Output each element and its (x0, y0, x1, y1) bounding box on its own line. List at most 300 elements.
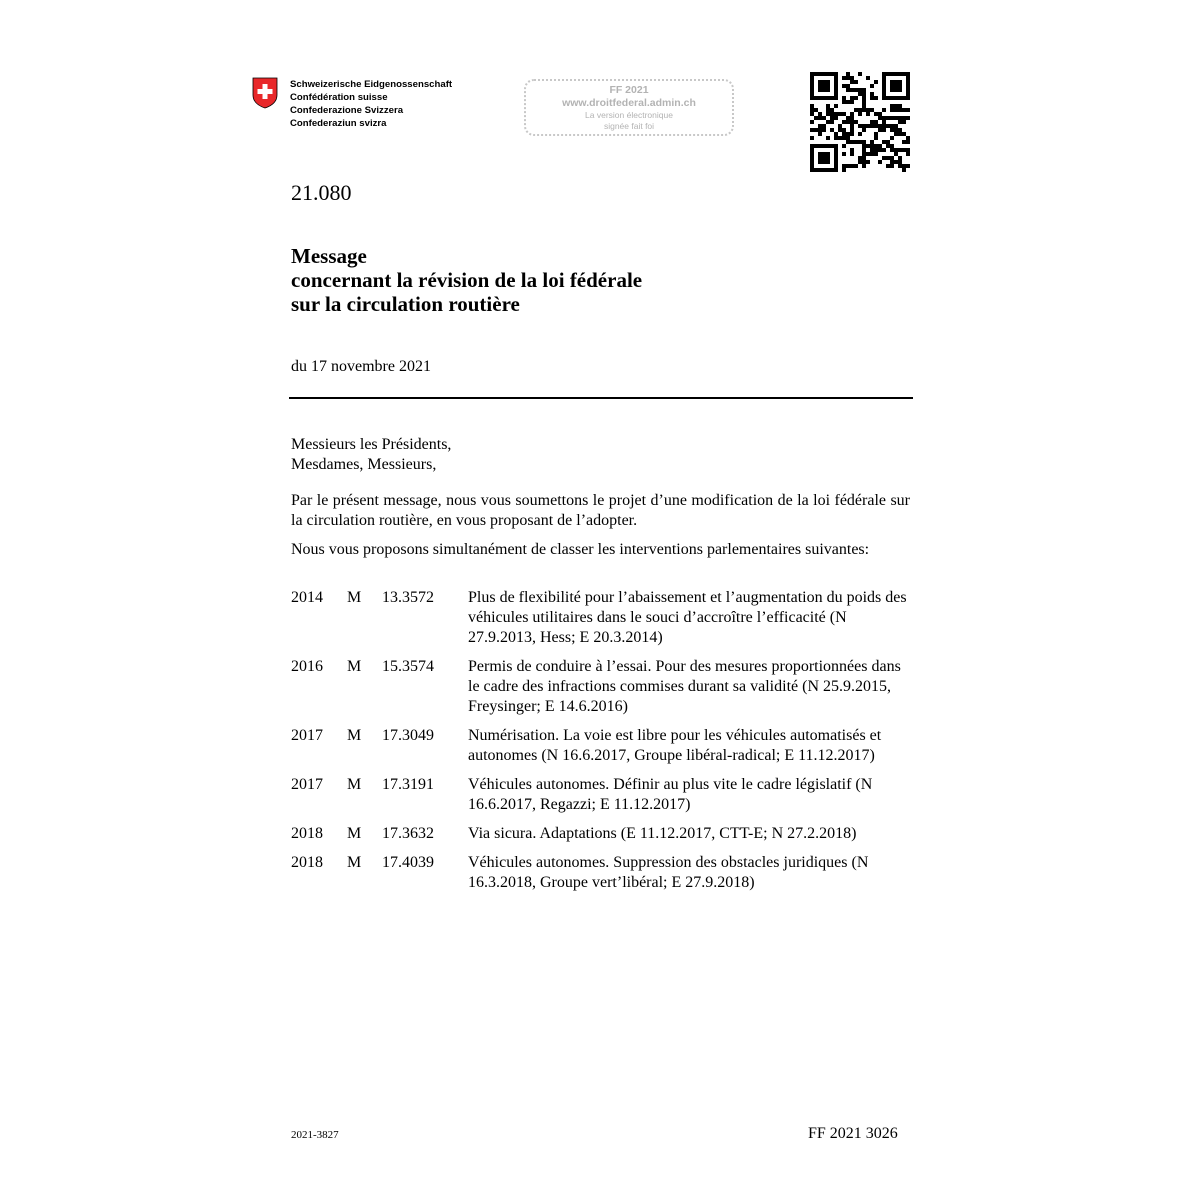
qr-module (826, 84, 830, 88)
qr-module (834, 88, 838, 92)
intervention-number: 13.3572 (382, 589, 434, 606)
intervention-type: M (347, 658, 362, 675)
qr-module (878, 128, 882, 132)
salutation-line: Mesdames, Messieurs, (291, 456, 437, 473)
qr-module (854, 164, 858, 168)
qr-module (810, 88, 814, 92)
qr-module (894, 72, 898, 76)
qr-module (906, 136, 910, 140)
qr-module (822, 72, 826, 76)
qr-module (810, 148, 814, 152)
qr-module (846, 76, 850, 80)
qr-module (810, 72, 814, 76)
qr-module (870, 124, 874, 128)
qr-module (850, 128, 854, 132)
qr-module (834, 92, 838, 96)
qr-module (810, 84, 814, 88)
qr-module (850, 96, 854, 100)
intervention-year: 2018 (291, 854, 323, 871)
page-title (291, 244, 642, 316)
qr-module (882, 96, 886, 100)
qr-module (894, 84, 898, 88)
qr-module (906, 140, 910, 144)
intervention-number: 17.4039 (382, 854, 434, 871)
qr-module (894, 160, 898, 164)
qr-module (814, 72, 818, 76)
qr-module (862, 160, 866, 164)
qr-module (886, 156, 890, 160)
qr-module (894, 104, 898, 108)
qr-module (874, 96, 878, 100)
qr-module (890, 128, 894, 132)
qr-module (834, 116, 838, 120)
qr-module (862, 96, 866, 100)
intervention-text: Véhicules autonomes. Définir au plus vite le cadre législatif (N 16.6.2017, Regazzi; E 11.12.2017) (468, 776, 873, 813)
qr-module (842, 136, 846, 140)
qr-module (882, 108, 886, 112)
horizontal-rule (289, 397, 913, 399)
qr-module (878, 160, 882, 164)
intervention-number: 17.3191 (382, 776, 434, 793)
qr-module (866, 112, 870, 116)
qr-module (866, 144, 870, 148)
qr-module (870, 152, 874, 156)
qr-module (898, 72, 902, 76)
intervention-number: 15.3574 (382, 658, 434, 675)
qr-module (894, 152, 898, 156)
qr-module (850, 124, 854, 128)
title-line: Message (291, 244, 367, 268)
qr-module (894, 96, 898, 100)
qr-module (886, 140, 890, 144)
qr-module (842, 152, 846, 156)
qr-module (866, 152, 870, 156)
qr-module (906, 148, 910, 152)
qr-module (882, 84, 886, 88)
qr-module (902, 140, 906, 144)
qr-module (898, 116, 902, 120)
qr-module (890, 80, 894, 84)
qr-module (822, 144, 826, 148)
qr-module (834, 104, 838, 108)
qr-module (898, 108, 902, 112)
qr-module (898, 160, 902, 164)
qr-module (886, 72, 890, 76)
qr-module (830, 144, 834, 148)
intervention-text: Permis de conduire à l’essai. Pour des mesures proportionnées dans le cadre des infractions commises durant sa validité (N 25.9.2015, Freysinger; E 14.6.2016) (468, 658, 901, 715)
qr-module (854, 88, 858, 92)
qr-module (858, 124, 862, 128)
qr-module (862, 140, 866, 144)
qr-module (822, 96, 826, 100)
qr-module (834, 168, 838, 172)
qr-module (866, 124, 870, 128)
list-item (291, 657, 911, 717)
qr-module (818, 96, 822, 100)
intervention-type: M (347, 589, 362, 606)
qr-module (846, 116, 850, 120)
qr-module (870, 108, 874, 112)
intervention-type: M (347, 854, 362, 871)
qr-module (882, 124, 886, 128)
qr-module (870, 96, 874, 100)
qr-module (898, 148, 902, 152)
agency-name-rm: Confederaziun svizra (290, 118, 387, 129)
qr-module (906, 108, 910, 112)
qr-module (810, 164, 814, 168)
qr-module (842, 164, 846, 168)
qr-module (830, 128, 834, 132)
qr-module (834, 72, 838, 76)
qr-module (834, 84, 838, 88)
qr-module (818, 160, 822, 164)
qr-module (906, 76, 910, 80)
qr-module (822, 116, 826, 120)
qr-module (826, 136, 830, 140)
qr-module (886, 164, 890, 168)
qr-module (858, 160, 862, 164)
qr-module (890, 156, 894, 160)
qr-module (890, 72, 894, 76)
qr-module (862, 144, 866, 148)
qr-module (842, 96, 846, 100)
salutation (291, 435, 910, 475)
qr-module (830, 168, 834, 172)
qr-module (870, 92, 874, 96)
qr-module (834, 160, 838, 164)
intervention-text: Véhicules autonomes. Suppression des obstacles juridiques (N 16.3.2018, Groupe vert’libéral; E 27.9.2018) (468, 854, 869, 891)
qr-module (822, 152, 826, 156)
qr-module (826, 72, 830, 76)
qr-module (850, 80, 854, 84)
qr-module (826, 104, 830, 108)
qr-module (882, 156, 886, 160)
document-date: du 17 novembre 2021 (291, 358, 431, 375)
qr-module (854, 140, 858, 144)
qr-module (838, 128, 842, 132)
proposal-paragraph: Nous vous proposons simultanément de classer les interventions parlementaires suivantes: (291, 541, 870, 558)
qr-module (874, 124, 878, 128)
qr-module (902, 120, 906, 124)
qr-module (822, 128, 826, 132)
list-item (291, 853, 911, 893)
qr-module (818, 168, 822, 172)
qr-module (882, 148, 886, 152)
qr-module (846, 164, 850, 168)
list-item (291, 726, 911, 766)
qr-module (906, 80, 910, 84)
qr-module (810, 120, 814, 124)
qr-module (906, 152, 910, 156)
qr-module (814, 116, 818, 120)
qr-module (862, 104, 866, 108)
intervention-year: 2018 (291, 825, 323, 842)
qr-module (890, 88, 894, 92)
electronic-version-stamp (524, 79, 734, 136)
qr-module (826, 120, 830, 124)
agency-name-fr: Confédération suisse (290, 92, 388, 103)
agency-name-it: Confederazione Svizzera (290, 105, 404, 116)
qr-module (894, 132, 898, 136)
qr-module (854, 120, 858, 124)
intervention-year: 2017 (291, 776, 323, 793)
qr-module (874, 112, 878, 116)
qr-module (902, 164, 906, 168)
qr-module (898, 80, 902, 84)
qr-module (902, 132, 906, 136)
qr-module (810, 160, 814, 164)
qr-module (862, 88, 866, 92)
qr-module (890, 164, 894, 168)
qr-module (870, 84, 874, 88)
qr-module (818, 124, 822, 128)
qr-module (890, 96, 894, 100)
qr-module (818, 88, 822, 92)
qr-module (906, 164, 910, 168)
qr-module (814, 128, 818, 132)
qr-module (858, 92, 862, 96)
qr-module (818, 156, 822, 160)
qr-module (818, 112, 822, 116)
qr-module (858, 72, 862, 76)
qr-module (886, 116, 890, 120)
qr-module (906, 96, 910, 100)
qr-module (846, 132, 850, 136)
qr-module (846, 140, 850, 144)
intervention-year: 2014 (291, 589, 323, 606)
qr-module (858, 132, 862, 136)
qr-module (838, 112, 842, 116)
qr-module (866, 160, 870, 164)
qr-module (890, 104, 894, 108)
qr-module (882, 120, 886, 124)
qr-module (882, 80, 886, 84)
intervention-text: Plus de flexibilité pour l’abaissement et l’augmentation du poids des véhicules utilitaires dans le souci d’accroître l’efficacité (N 27.9.2013, Hess; E 20.3.2014) (468, 589, 907, 646)
qr-module (834, 156, 838, 160)
qr-module (810, 144, 814, 148)
intervention-text: Numérisation. La voie est libre pour les véhicules automatisés et autonomes (N 16.6.2017, Groupe libéral-radical; E 11.12.2017) (468, 727, 882, 764)
intervention-number: 17.3049 (382, 727, 434, 744)
qr-module (818, 116, 822, 120)
qr-module (890, 84, 894, 88)
qr-module (850, 88, 854, 92)
interventions-list (291, 588, 911, 902)
qr-module (810, 152, 814, 156)
qr-module (862, 148, 866, 152)
qr-module (842, 128, 846, 132)
qr-module (818, 152, 822, 156)
qr-module (810, 80, 814, 84)
list-item (291, 775, 911, 815)
qr-module (878, 148, 882, 152)
salutation-line: Messieurs les Présidents, (291, 436, 452, 453)
qr-module (882, 76, 886, 80)
qr-module (842, 120, 846, 124)
qr-module (826, 152, 830, 156)
stamp-line-4: signée fait foi (603, 121, 655, 131)
qr-module (838, 124, 842, 128)
intervention-year: 2016 (291, 658, 323, 675)
qr-module (878, 116, 882, 120)
qr-module (818, 132, 822, 136)
qr-module (886, 144, 890, 148)
qr-module (842, 132, 846, 136)
qr-module (826, 168, 830, 172)
qr-module (810, 76, 814, 80)
qr-module (814, 168, 818, 172)
qr-module (854, 108, 858, 112)
qr-module (898, 84, 902, 88)
qr-module (894, 148, 898, 152)
qr-module (838, 136, 842, 140)
title-line: sur la circulation routière (291, 292, 520, 316)
qr-module (818, 144, 822, 148)
qr-module (842, 100, 846, 104)
qr-module (810, 112, 814, 116)
qr-module (898, 164, 902, 168)
stamp-line-3: La version électronique (585, 110, 673, 120)
qr-module (882, 72, 886, 76)
title-line: concernant la révision de la loi fédérale (291, 268, 643, 292)
qr-module (830, 96, 834, 100)
qr-module (882, 116, 886, 120)
document-reference: 2021-3827 (291, 1129, 339, 1141)
qr-module (894, 124, 898, 128)
qr-module (894, 116, 898, 120)
qr-module (898, 156, 902, 160)
qr-module (834, 164, 838, 168)
stamp-line-2: www.droitfederal.admin.ch (562, 97, 696, 109)
qr-module (826, 88, 830, 92)
qr-module (894, 80, 898, 84)
qr-module (822, 84, 826, 88)
qr-module (898, 120, 902, 124)
qr-module (898, 132, 902, 136)
qr-module (906, 72, 910, 76)
qr-module (826, 144, 830, 148)
qr-module (854, 96, 858, 100)
qr-module (882, 140, 886, 144)
qr-module (826, 112, 830, 116)
qr-module (878, 144, 882, 148)
qr-module (902, 168, 906, 172)
list-item (291, 588, 911, 648)
document-number: 21.080 (291, 180, 352, 205)
qr-module (826, 156, 830, 160)
qr-module (870, 148, 874, 152)
qr-module (818, 128, 822, 132)
qr-module (902, 108, 906, 112)
qr-module (886, 124, 890, 128)
qr-module (846, 120, 850, 124)
qr-module (874, 144, 878, 148)
qr-module (846, 100, 850, 104)
qr-module (862, 164, 866, 168)
qr-module (874, 132, 878, 136)
qr-module (826, 80, 830, 84)
agency-names (290, 78, 452, 130)
qr-module (854, 80, 858, 84)
qr-module (898, 88, 902, 92)
qr-module (850, 132, 854, 136)
qr-module (866, 76, 870, 80)
intervention-type: M (347, 776, 362, 793)
qr-module (862, 108, 866, 112)
qr-module (870, 144, 874, 148)
qr-module (850, 140, 854, 144)
qr-module (810, 156, 814, 160)
qr-module (890, 136, 894, 140)
qr-module (830, 120, 834, 124)
qr-module (902, 116, 906, 120)
qr-module (874, 120, 878, 124)
qr-module (906, 92, 910, 96)
qr-module (834, 96, 838, 100)
qr-module (830, 116, 834, 120)
qr-module (894, 108, 898, 112)
qr-module (826, 96, 830, 100)
qr-code-icon (810, 72, 910, 172)
qr-module (846, 136, 850, 140)
qr-module (902, 72, 906, 76)
intervention-year: 2017 (291, 727, 323, 744)
qr-module (850, 76, 854, 80)
qr-module (894, 128, 898, 132)
qr-module (818, 72, 822, 76)
qr-module (870, 140, 874, 144)
qr-module (890, 108, 894, 112)
intervention-text: Via sicura. Adaptations (E 11.12.2017, CTT-E; N 27.2.2018) (468, 825, 857, 842)
qr-module (850, 112, 854, 116)
qr-module (858, 140, 862, 144)
qr-module (834, 80, 838, 84)
qr-module (878, 124, 882, 128)
qr-module (814, 96, 818, 100)
qr-module (870, 120, 874, 124)
list-item (291, 824, 911, 844)
qr-module (810, 108, 814, 112)
qr-module (822, 160, 826, 164)
qr-module (874, 148, 878, 152)
qr-module (846, 88, 850, 92)
qr-module (874, 80, 878, 84)
qr-module (846, 72, 850, 76)
qr-module (834, 136, 838, 140)
qr-module (898, 104, 902, 108)
swiss-cross-icon (252, 77, 278, 109)
qr-module (874, 136, 878, 140)
qr-module (850, 164, 854, 168)
qr-module (834, 144, 838, 148)
qr-module (842, 84, 846, 88)
qr-module (846, 84, 850, 88)
qr-module (822, 88, 826, 92)
qr-module (902, 148, 906, 152)
qr-module (810, 128, 814, 132)
qr-module (842, 76, 846, 80)
qr-module (890, 124, 894, 128)
qr-module (878, 112, 882, 116)
intervention-type: M (347, 825, 362, 842)
qr-module (882, 92, 886, 96)
qr-module (850, 120, 854, 124)
qr-module (822, 124, 826, 128)
qr-module (890, 144, 894, 148)
qr-module (822, 80, 826, 84)
qr-module (810, 92, 814, 96)
qr-module (810, 168, 814, 172)
intervention-type: M (347, 727, 362, 744)
